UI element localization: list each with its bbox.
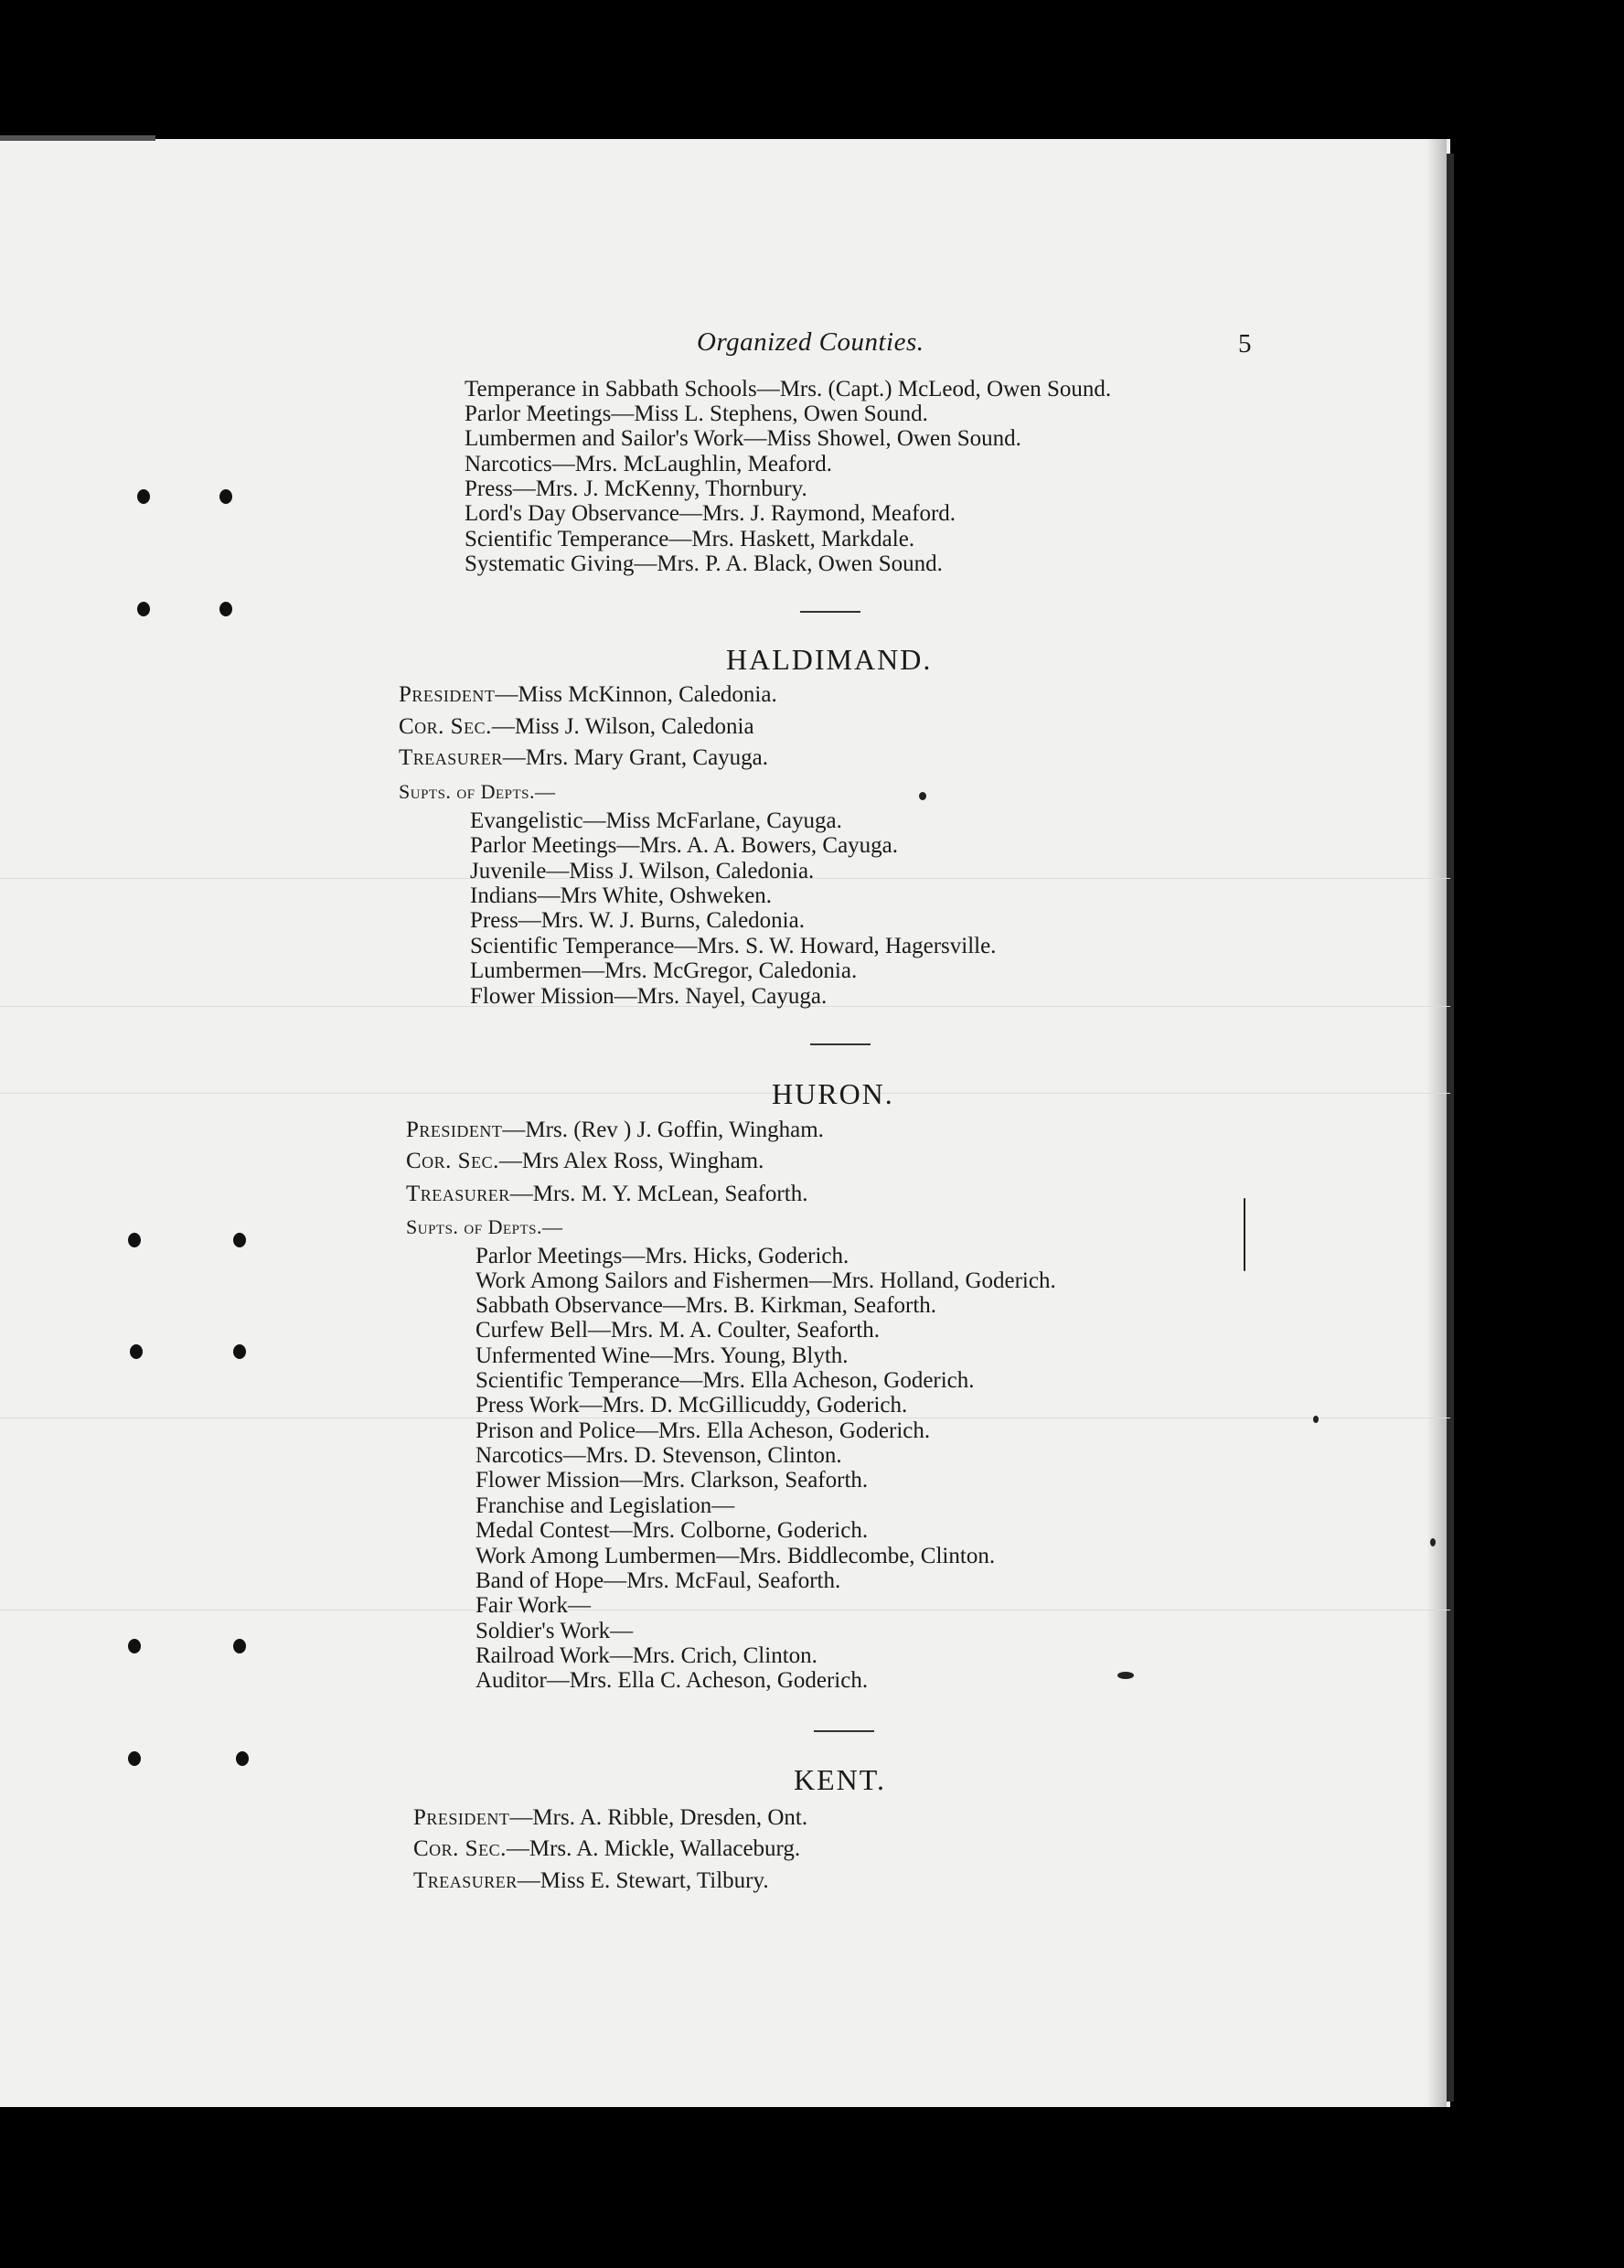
pencil-mark — [1244, 1198, 1245, 1271]
list-item: Scientific Temperance—Mrs. Haskett, Markdale. — [465, 527, 915, 551]
county-heading-haldimand: HALDIMAND. — [726, 643, 933, 676]
department-item: Scientific Temperance—Mrs. S. W. Howard, Hagersville. — [470, 934, 997, 958]
officer-line — [399, 714, 754, 740]
list-item: Press—Mrs. J. McKenny, Thornbury. — [465, 476, 807, 501]
department-item: Parlor Meetings—Mrs. A. A. Bowers, Cayuga. — [470, 833, 899, 858]
department-item: Work Among Sailors and Fishermen—Mrs. Holland, Goderich. — [475, 1268, 1056, 1293]
binding-hole — [137, 602, 150, 616]
department-item: Parlor Meetings—Mrs. Hicks, Goderich. — [475, 1244, 849, 1268]
binding-hole — [128, 1751, 141, 1766]
ink-speck — [919, 792, 926, 800]
department-item: Flower Mission—Mrs. Nayel, Cayuga. — [470, 984, 828, 1009]
supts-label: Supts. of Depts.— — [406, 1215, 563, 1238]
officer-line — [399, 745, 768, 771]
officer-name: —Mrs. A. Ribble, Dresden, Ont. — [509, 1805, 808, 1830]
officer-line — [413, 1868, 769, 1894]
department-item: Sabbath Observance—Mrs. B. Kirkman, Seaforth. — [475, 1293, 937, 1318]
list-item: Lord's Day Observance—Mrs. J. Raymond, Meaford. — [465, 501, 956, 526]
supts-label: Supts. of Depts.— — [399, 780, 556, 803]
department-item: Fair Work— — [475, 1593, 591, 1618]
list-item: Temperance in Sabbath Schools—Mrs. (Capt.) McLeod, Owen Sound. — [465, 377, 1112, 401]
binding-hole — [236, 1751, 249, 1766]
department-item: Narcotics—Mrs. D. Stevenson, Clinton. — [475, 1443, 842, 1468]
section-rule — [814, 1730, 874, 1732]
department-item: Evangelistic—Miss McFarlane, Cayuga. — [470, 808, 842, 833]
department-item: Lumbermen—Mrs. McGregor, Caledonia. — [470, 958, 858, 983]
officer-line — [406, 1182, 807, 1207]
officer-role: Cor. Sec. — [406, 1149, 499, 1173]
department-item: Press Work—Mrs. D. McGillicuddy, Goderich. — [475, 1393, 908, 1418]
list-item: Systematic Giving—Mrs. P. A. Black, Owen Sound. — [465, 551, 943, 576]
binding-hole — [219, 489, 232, 504]
officer-line — [406, 1118, 824, 1143]
department-item: Press—Mrs. W. J. Burns, Caledonia. — [470, 908, 805, 933]
binding-hole — [137, 489, 150, 504]
binding-hole — [233, 1639, 246, 1653]
department-item: Medal Contest—Mrs. Colborne, Goderich. — [475, 1518, 869, 1543]
running-head: Organized Counties. — [697, 327, 924, 357]
binding-hole — [130, 1344, 143, 1359]
scan-line — [0, 1093, 1450, 1094]
department-item: Work Among Lumbermen—Mrs. Biddlecombe, Clinton. — [475, 1544, 996, 1568]
department-item: Juvenile—Miss J. Wilson, Caledonia. — [470, 859, 815, 883]
officer-name: —Mrs Alex Ross, Wingham. — [498, 1149, 764, 1173]
binding-hole — [233, 1344, 246, 1359]
officer-name: —Miss E. Stewart, Tilbury. — [517, 1868, 769, 1893]
officer-name: —Miss J. Wilson, Caledonia — [491, 714, 754, 739]
ink-speck — [1313, 1416, 1319, 1423]
officer-role: Cor. Sec. — [399, 714, 492, 739]
binding-hole — [128, 1233, 141, 1247]
department-item: Curfew Bell—Mrs. M. A. Coulter, Seaforth. — [475, 1318, 881, 1343]
officer-line — [413, 1836, 800, 1862]
department-item: Indians—Mrs White, Oshweken. — [470, 883, 773, 908]
officer-role: President — [399, 682, 496, 707]
officer-role: President — [413, 1805, 510, 1830]
list-item: Lumbermen and Sailor's Work—Miss Showel, Owen Sound. — [465, 426, 1021, 451]
officer-line — [413, 1805, 807, 1831]
department-item: Scientific Temperance—Mrs. Ella Acheson, Goderich. — [475, 1368, 975, 1393]
ink-speck — [1430, 1538, 1436, 1546]
department-item: Franchise and Legislation— — [475, 1493, 735, 1518]
officer-role: President — [406, 1118, 503, 1142]
county-heading-huron: HURON. — [772, 1077, 894, 1110]
section-rule — [800, 611, 860, 613]
officer-name: —Mrs. A. Mickle, Wallaceburg. — [506, 1836, 801, 1861]
ink-speck — [1117, 1672, 1134, 1679]
officer-name: —Mrs. M. Y. McLean, Seaforth. — [509, 1182, 808, 1206]
department-item: Auditor—Mrs. Ella C. Acheson, Goderich. — [475, 1668, 869, 1693]
page-number: 5 — [1238, 329, 1252, 358]
page-shadow — [1426, 139, 1447, 2107]
officer-name: —Mrs. Mary Grant, Cayuga. — [502, 745, 769, 770]
county-heading-kent: KENT. — [794, 1763, 886, 1796]
officer-role: Cor. Sec. — [413, 1836, 507, 1861]
list-item: Narcotics—Mrs. McLaughlin, Meaford. — [465, 452, 832, 476]
officer-line — [399, 682, 777, 708]
department-item: Unfermented Wine—Mrs. Young, Blyth. — [475, 1343, 849, 1368]
page-edge — [1447, 154, 1454, 2102]
department-item: Prison and Police—Mrs. Ella Acheson, Goderich. — [475, 1418, 931, 1443]
binding-hole — [219, 602, 232, 616]
officer-line — [406, 1149, 764, 1174]
department-item: Flower Mission—Mrs. Clarkson, Seaforth. — [475, 1468, 869, 1492]
department-item: Railroad Work—Mrs. Crich, Clinton. — [475, 1643, 817, 1668]
gutter-line — [0, 135, 155, 141]
officer-name: —Miss McKinnon, Caledonia. — [495, 682, 777, 707]
binding-hole — [128, 1639, 141, 1653]
binding-hole — [233, 1233, 246, 1247]
department-item: Soldier's Work— — [475, 1619, 634, 1643]
officer-name: —Mrs. (Rev ) J. Goffin, Wingham. — [502, 1118, 824, 1142]
department-item: Band of Hope—Mrs. McFaul, Seaforth. — [475, 1568, 841, 1593]
list-item: Parlor Meetings—Miss L. Stephens, Owen Sound. — [465, 401, 928, 426]
officer-role: Treasurer — [413, 1868, 518, 1893]
officer-role: Treasurer — [406, 1182, 510, 1206]
section-rule — [810, 1043, 871, 1045]
officer-role: Treasurer — [399, 745, 503, 770]
